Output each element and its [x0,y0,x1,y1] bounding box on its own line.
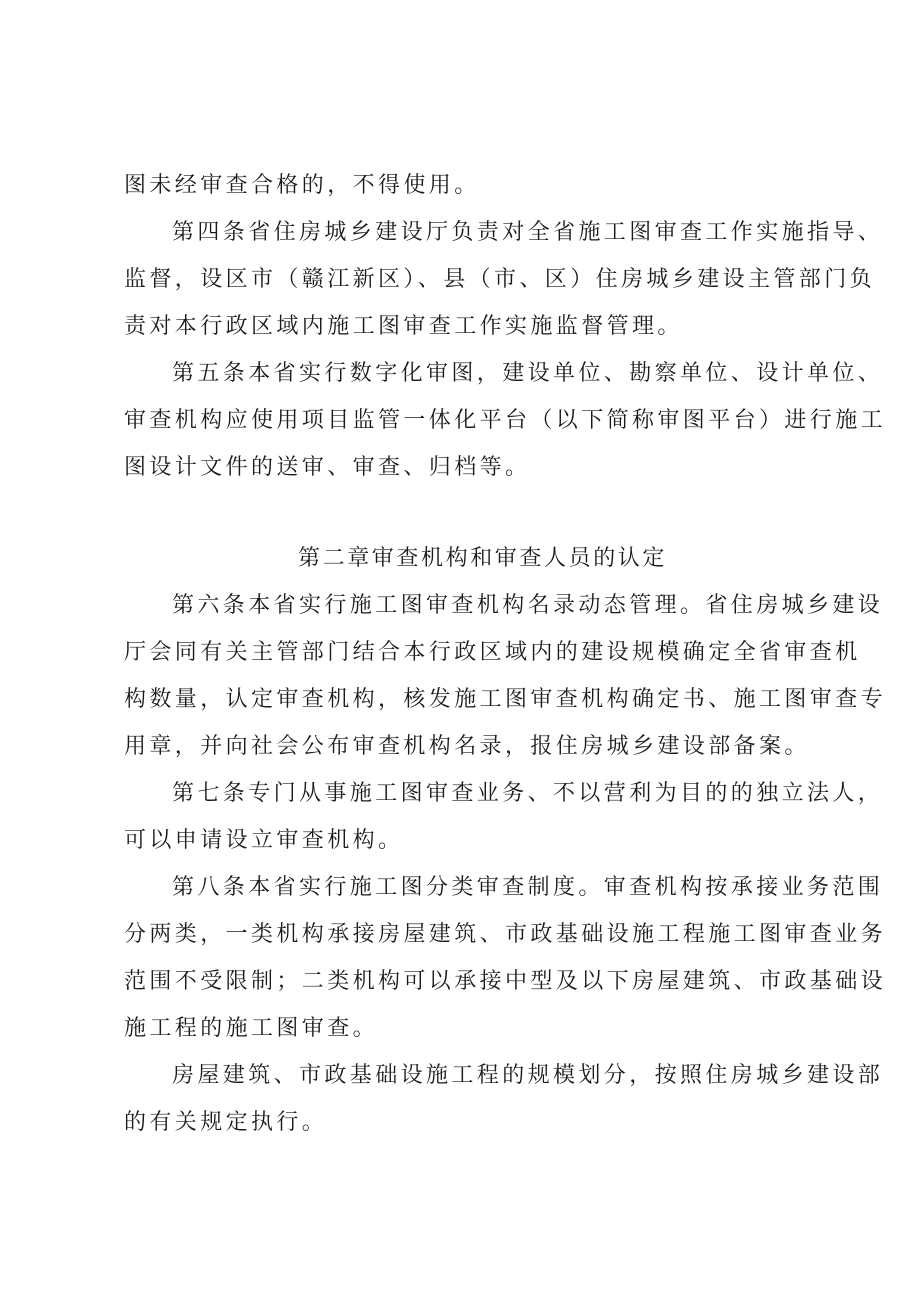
article-4-line-3: 责对本行政区域内施工图审查工作实施监督管理。 [124,314,683,339]
article-6-line-1: 第六条本省实行施工图审查机构名录动态管理。省住房城乡建设 [172,593,884,618]
article-8-line-4: 施工程的施工图审查。 [124,1016,379,1041]
article-7-line-1: 第七条专门从事施工图审查业务、不以营利为目的的独立法人， [172,781,884,806]
article-8-line-2: 分两类，一类机构承接房屋建筑、市政基础设施工程施工图审查业务 [124,922,887,947]
scale-paragraph-line-1: 房屋建筑、市政基础设施工程的规模划分，按照住房城乡建设部 [172,1063,884,1088]
article-6-line-2: 厅会同有关主管部门结合本行政区域内的建设规模确定全省审查机 [124,640,861,665]
article-8-line-1: 第八条本省实行施工图分类审查制度。审查机构按承接业务范围 [172,875,884,900]
article-5-line-2: 审查机构应使用项目监管一体化平台（以下简称审图平台）进行施工 [124,408,887,433]
article-6-line-4: 用章，并向社会公布审查机构名录，报住房城乡建设部备案。 [124,734,810,759]
article-5-line-3: 图设计文件的送审、审查、归档等。 [124,455,531,480]
chapter-heading: 第二章审查机构和审查人员的认定 [298,546,668,571]
article-6-line-3: 构数量，认定审查机构，核发施工图审查机构确定书、施工图审查专 [124,687,887,712]
article-8-line-3: 范围不受限制；二类机构可以承接中型及以下房屋建筑、市政基础设 [124,969,887,994]
article-5-line-1: 第五条本省实行数字化审图，建设单位、勘察单位、设计单位、 [172,361,884,386]
text-line: 图未经审查合格的，不得使用。 [124,173,480,198]
article-4-line-1: 第四条省住房城乡建设厅负责对全省施工图审查工作实施指导、 [172,220,884,245]
scale-paragraph-line-2: 的有关规定执行。 [124,1110,328,1135]
article-7-line-2: 可以申请设立审查机构。 [124,828,404,853]
article-4-line-2: 监督，设区市（赣江新区）、县（市、区）住房城乡建设主管部门负 [124,267,876,292]
